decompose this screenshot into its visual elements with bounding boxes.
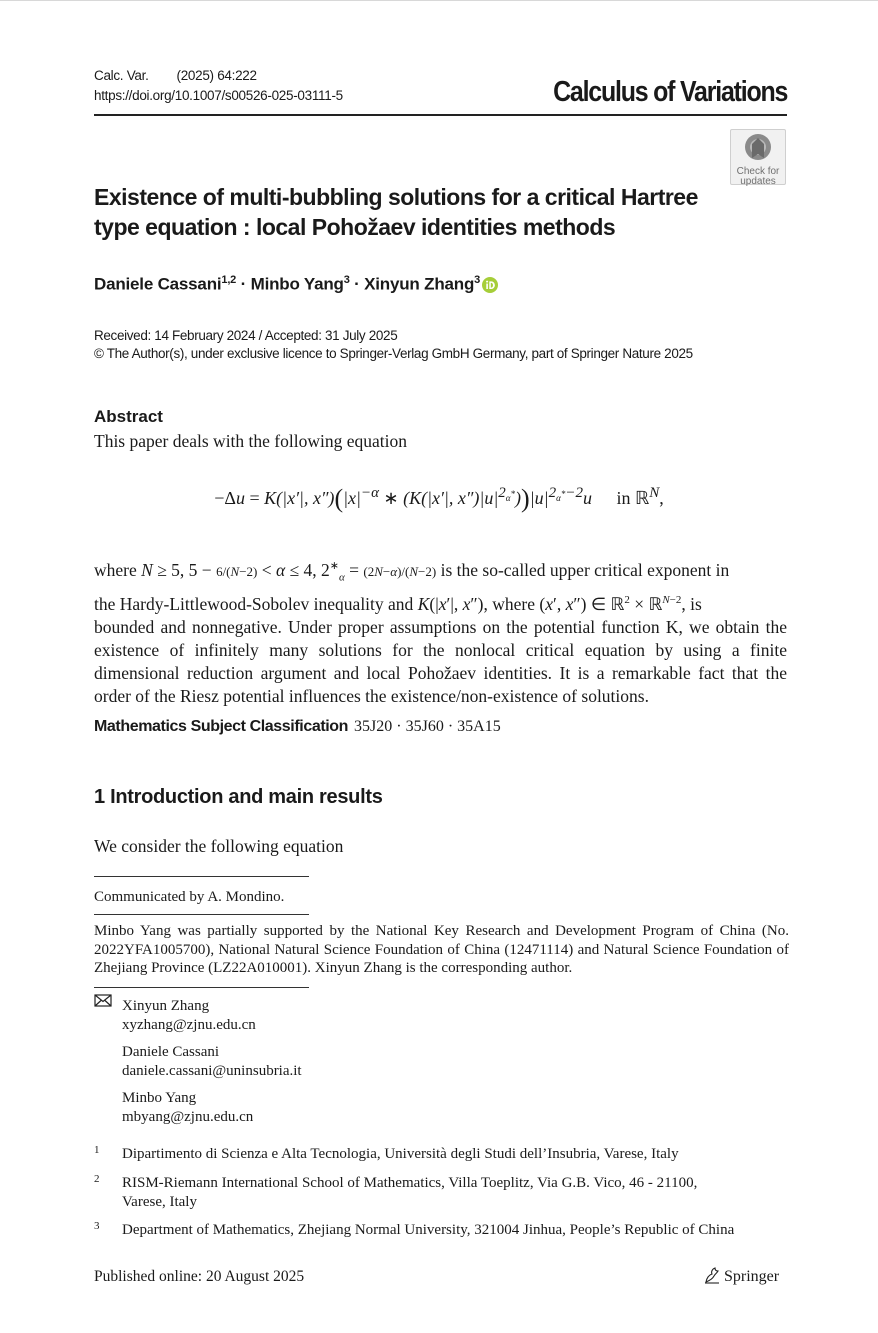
contact-email[interactable]: xyzhang@zjnu.edu.cn [122,1016,256,1033]
check-updates-icon [743,132,773,162]
paper-title: Existence of multi-bubbling solutions for a critical Hartree type equation : local Pohožaev identities methods [94,184,698,240]
communicated-by: Communicated by A. Mondino. [94,889,285,905]
contact-name: Xinyun Zhang [122,998,210,1014]
intro-first-line: We consider the following equation [94,836,344,856]
journal-volume: (2025) 64:222 [176,68,257,83]
check-for-updates-badge[interactable] [730,129,786,185]
journal-meta [94,66,343,106]
msc-codes: 35J20 · 35J60 · 35A15 [354,718,501,735]
abstract-body [94,555,787,708]
publisher-logo [703,1266,779,1286]
author-separator: · [349,274,365,294]
abstract-heading: Abstract [94,407,163,426]
abstract-intro: This paper deals with the following equation [94,431,407,451]
abstract-text: the Hardy-Littlewood-Sobolev inequality and [94,594,414,615]
affiliation-text: Department of Mathematics, Zhejiang Normal University, 321004 Jinhua, People’s Republic of China [122,1222,735,1238]
affiliation-text: RISM-Riemann International School of Mathematics, Villa Toeplitz, Via G.B. Vico, 46 - 21100, Varese, Italy [122,1175,698,1210]
author-list [94,274,498,298]
orcid-icon[interactable] [482,277,498,298]
author-name[interactable]: Minbo Yang [250,274,344,294]
abstract-line-1: where N ≥ 5, 5 − 6/(N−2) < α ≤ 4, $2^∗_\alpha = (2N-\alpha)/(N-2)$ is the so-called upper critical exponent in [94,559,730,584]
contact-block [122,997,302,1126]
journal-short-name: Calc. Var. [94,68,149,83]
contact-name: Daniele Cassani [122,1044,220,1060]
badge-line-2: updates [740,176,776,187]
footnote-rule [94,987,309,988]
abstract-equation: −Δu = K(|x′|, $x'')(|x|^{-\alpha}$ ∗ (K(|x′|, $x'')|u|^{2_\alpha*}))|u|^{2_\alpha*-2}u$ in ℝ$^N$, [214,484,664,513]
affiliation-number: 1 [94,1144,100,1156]
author-affil-sup: 1,2 [221,274,237,286]
abstract-text: is the so-called upper critical exponent in [440,559,730,580]
copyright-line: © The Author(s), under exclusive licence to Springer-Verlag GmbH Germany, part of Springer Nature 2025 [94,346,693,361]
header-rule [94,114,787,116]
doi-link[interactable]: https://doi.org/10.1007/s00526-025-03111-5 [94,88,343,103]
affiliation-text: Dipartimento di Scienza e Alta Tecnologia, Università degli Studi dell’Insubria, Varese, Italy [122,1146,679,1162]
abstract-text: , is [681,594,702,615]
msc-label: Mathematics Subject Classification [94,718,349,735]
author-name[interactable]: Daniele Cassani [94,274,222,294]
springer-horse-icon [703,1266,721,1284]
publisher-name: Springer [724,1268,780,1285]
abstract-text: , where [483,594,536,615]
contact-email[interactable]: daniele.cassani@uninsubria.it [122,1062,302,1079]
received-accepted: Received: 14 February 2024 / Accepted: 31 July 2025 [94,328,398,343]
badge-line-1: Check for [736,166,780,177]
abstract-line-2: the Hardy-Littlewood-Sobolev inequality and K(|x′|, x″), where (x′, x″) ∈ ℝ$^2$ × ℝ$^{N-2}$, is [94,594,702,615]
author-name[interactable]: Xinyun Zhang [364,274,475,294]
article-dates [94,327,693,363]
affiliation-number: 2 [94,1173,100,1185]
author-separator: · [236,274,251,294]
contact-name: Minbo Yang [122,1090,197,1106]
funding-note: Minbo Yang was partially supported by the National Key Research and Development Program of China (No. 2022YFA1005700), National Natural Science Foundation of China (12471114) and Natural Science Foundation of Zhejiang Province (LZ22A010001). Xinyun Zhang is the corresponding author. [94,923,789,976]
author-affil-sup: 3 [343,274,350,286]
footnote-rule [94,876,309,877]
published-online: Published online: 20 August 2025 [94,1268,305,1285]
section-heading: 1 Introduction and main results [94,786,383,808]
journal-title: Calculus of Variations [552,76,787,108]
mail-icon[interactable] [94,994,114,1008]
msc-line [94,718,501,736]
author-affil-sup: 3 [474,274,481,286]
footnote-rule [94,914,309,915]
affiliation-number: 3 [94,1220,100,1232]
contact-email[interactable]: mbyang@zjnu.edu.cn [122,1108,254,1125]
abstract-rest: bounded and nonnegative. Under proper assumptions on the potential function K, we obtain the existence of infinitely many solutions for the nonlocal critical equation by using a finite dimensional reduction argument and local Pohožaev identities. It is a remarkable fact that the order of the Riesz potential influences the existence/non-existence of solutions. [94,617,787,707]
page-top-border [0,0,878,1]
